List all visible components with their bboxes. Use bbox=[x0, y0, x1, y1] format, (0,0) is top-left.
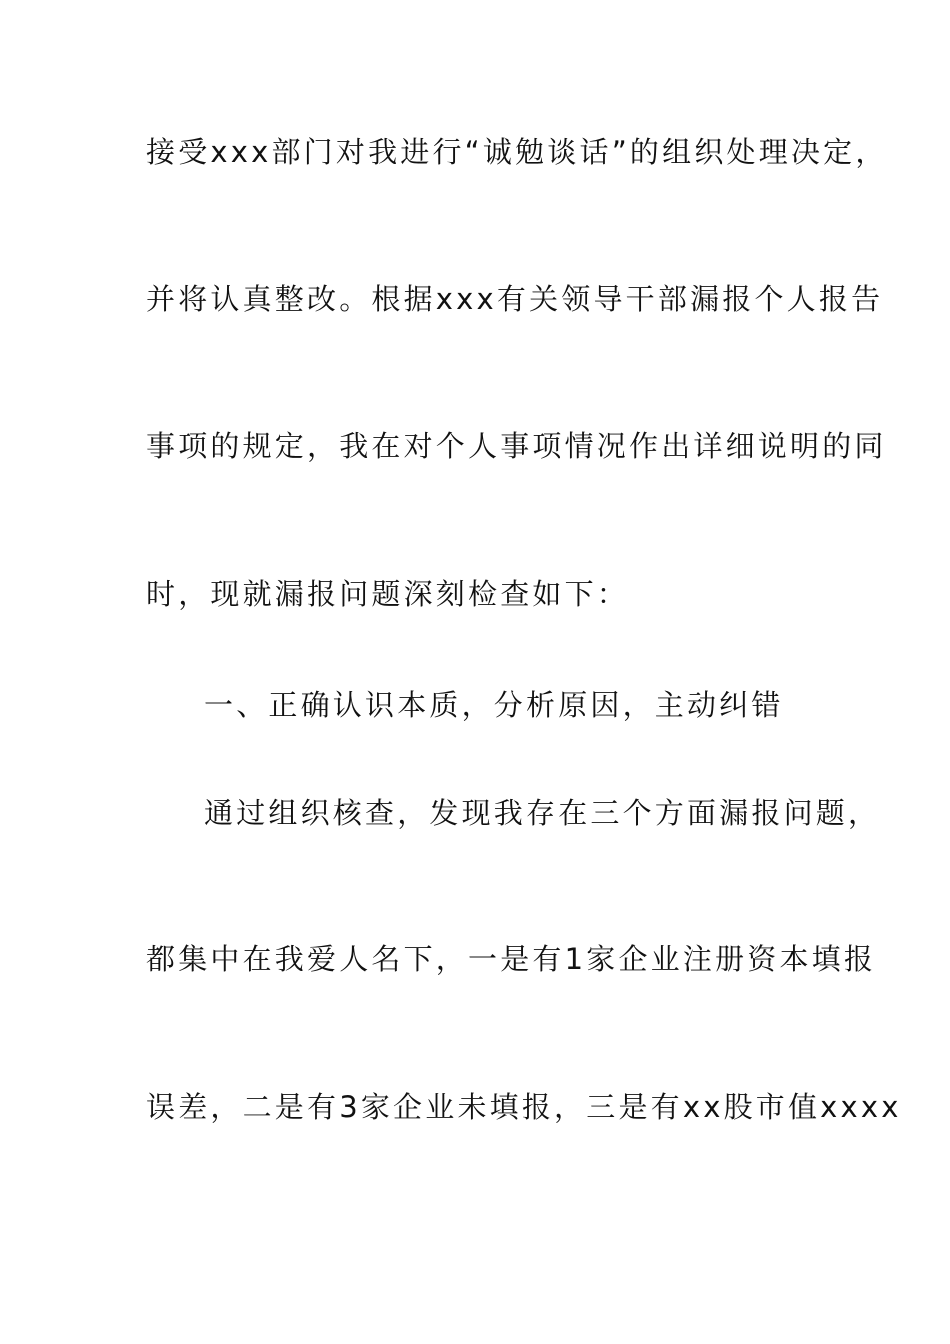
paragraph-line: 时，现就漏报问题深刻检查如下： bbox=[146, 577, 630, 611]
paragraph-line: 接受xxx部门对我进行“诚勉谈话”的组织处理决定， bbox=[146, 135, 888, 169]
section-heading: 一、正确认识本质，分析原因，主动纠错 bbox=[204, 688, 784, 722]
paragraph-line: 事项的规定，我在对个人事项情况作出详细说明的同 bbox=[146, 429, 887, 463]
paragraph-line: 并将认真整改。根据xxx有关领导干部漏报个人报告 bbox=[146, 282, 884, 316]
paragraph-line: 误差，二是有3家企业未填报，三是有xx股市值xxxx bbox=[146, 1090, 902, 1124]
paragraph-line: 都集中在我爱人名下，一是有1家企业注册资本填报 bbox=[146, 942, 877, 976]
paragraph-line: 通过组织核查，发现我存在三个方面漏报问题， bbox=[204, 796, 881, 830]
